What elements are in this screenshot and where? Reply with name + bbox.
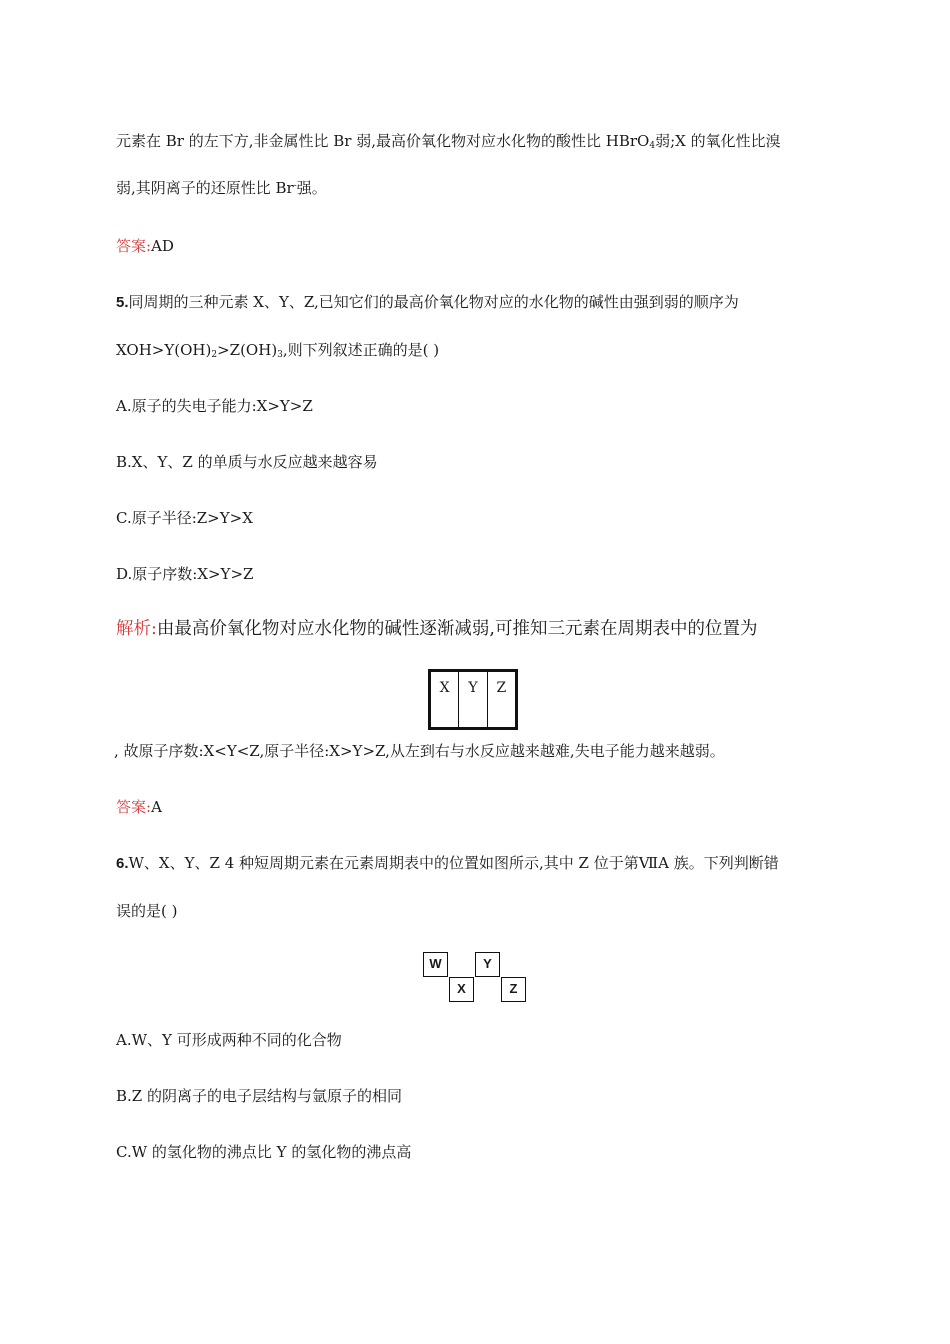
prev-answer (116, 235, 174, 256)
table-cell-x: X (431, 672, 459, 727)
answer-label: 答案: (116, 237, 152, 255)
q5-stem-line-2: $XOH>Y(OH)_2>Z(OH)_3$,则下列叙述正确的是( ) (116, 341, 440, 360)
q5-option-c: C.原子半径:Z>Y>X (116, 509, 253, 527)
analysis-label: 解析: (116, 619, 157, 639)
q5-option-d: D.原子序数:X>Y>Z (116, 565, 254, 583)
table-cell-z: Z (496, 680, 507, 696)
q5-option-a: A.原子的失电子能力:X>Y>Z (116, 397, 313, 415)
q5-analysis-continued: , 故原子序数:X<Y<Z,原子半径:X>Y>Z,从左到右与水反应越来越难,失电子能力越来越弱。 (114, 742, 725, 760)
answer-label: 答案: (116, 798, 152, 816)
question-number: 6. (116, 855, 129, 872)
q6-stem-line-1: 6.W、X、Y、Z 4 种短周期元素在元素周期表中的位置如图所示,其中 Z 位于第ⅦA 族。下列判断错 (116, 854, 779, 872)
grid-cell-z: Z (501, 977, 526, 1002)
q6-option-c: C.W 的氢化物的沸点比 Y 的氢化物的沸点高 (116, 1143, 412, 1161)
table-cell-y: Y (459, 672, 487, 727)
answer-value: AD (151, 237, 174, 255)
question-number: 5. (116, 294, 129, 311)
answer-value: A (151, 798, 162, 816)
q5-answer (116, 796, 162, 817)
periodic-position-table (428, 669, 518, 730)
q5-stem-line-1: 5.同周期的三种元素 X、Y、Z,已知它们的最高价氧化物对应的水化物的碱性由强到弱的顺序为 (116, 293, 739, 311)
prev-explanation-line-2: 弱,其阴离子的还原性比 Br-强。 (116, 179, 327, 197)
prev-explanation-line-1: 元素在 Br 的左下方,非金属性比 Br 弱,最高价氧化物对应水化物的酸性比 HBrO$_4$弱;X 的氧化性比溴 (116, 132, 781, 151)
q5-option-b: B.X、Y、Z 的单质与水反应越来越容易 (116, 453, 378, 471)
grid-cell-x: X (449, 977, 474, 1002)
grid-cell-y: Y (475, 952, 500, 977)
grid-cell-w: W (423, 952, 448, 977)
q6-option-b: B.Z 的阴离子的电子层结构与氩原子的相同 (116, 1087, 402, 1105)
q6-option-a: A.W、Y 可形成两种不同的化合物 (116, 1031, 342, 1049)
q5-analysis: 解析:由最高价氧化物对应水化物的碱性逐渐减弱,可推知三元素在周期表中的位置为 (116, 619, 758, 639)
q6-stem-line-2: 误的是( ) (116, 902, 178, 920)
